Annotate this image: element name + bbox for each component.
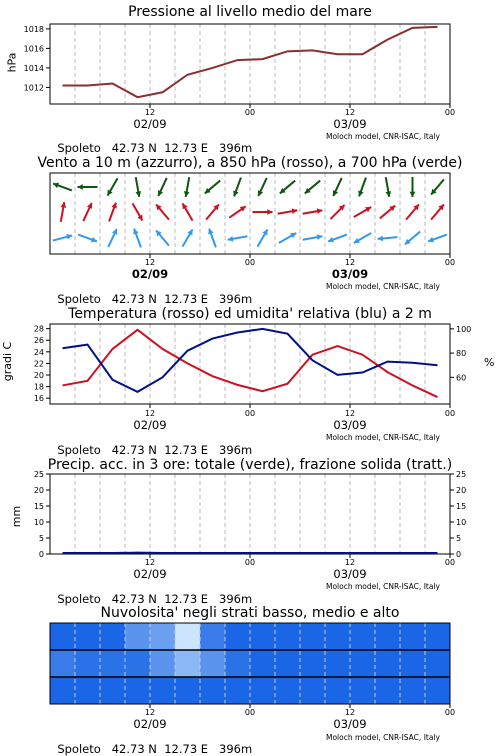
pressure-ytick-label: 1016 [24,44,44,53]
temperature-xdate-label: 02/09 [133,418,166,432]
wind-xtick-label: 12 [345,258,355,267]
precip-xtick-label: 00 [245,558,255,567]
clouds-cell-medio [425,650,451,677]
clouds-cell-basso [350,677,376,704]
precip-location: Spoleto 42.73 N 12.73 E 396m [50,578,252,606]
clouds-cell-alto [250,623,276,650]
clouds-xtick-label: 12 [145,708,155,717]
temperature-xtick-label: 00 [445,409,455,418]
wind-xtick-label: 00 [245,258,255,267]
clouds-cell-alto [125,623,151,650]
temperature-title: Temperatura (rosso) ed umidita' relativa (blu) a 2 m [0,306,500,322]
clouds-cell-alto [275,623,301,650]
wind-xdate-label: 03/09 [332,267,368,281]
precip-xtick-label: 12 [145,558,155,567]
precip-ytick-right-label: 20 [456,486,466,495]
clouds-cell-alto [400,623,426,650]
clouds-cell-medio [250,650,276,677]
pressure-xdate-label: 03/09 [333,117,366,131]
temperature-xtick-label: 12 [145,409,155,418]
clouds-cell-medio [100,650,126,677]
temperature-xtick-label: 12 [345,409,355,418]
clouds-cell-alto [300,623,326,650]
clouds-model: Moloch model, CNR-ISAC, Italy [326,733,440,742]
clouds-cell-basso [75,677,101,704]
precip-xtick-label: 12 [345,558,355,567]
temperature-ytick-label: 16 [34,394,44,403]
clouds-cell-medio [225,650,251,677]
precip-xdate-label: 02/09 [133,567,166,581]
temperature-ytick-label: 28 [34,325,44,334]
clouds-cell-basso [225,677,251,704]
clouds-cell-basso [275,677,301,704]
pressure-xtick-label: 12 [345,108,355,117]
clouds-cell-medio [325,650,351,677]
clouds-cell-alto [100,623,126,650]
wind-xdate-label: 02/09 [132,267,168,281]
clouds-cell-alto [175,623,201,650]
precip-ylabel: mm [10,506,23,527]
clouds-cell-basso [250,677,276,704]
precip-xtick-label: 00 [445,558,455,567]
clouds-cell-medio [350,650,376,677]
wind-model: Moloch model, CNR-ISAC, Italy [326,282,440,291]
pressure-xtick-label: 00 [445,108,455,117]
clouds-cell-alto [375,623,401,650]
clouds-xdate-label: 02/09 [133,717,166,731]
clouds-cell-medio [125,650,151,677]
clouds-cell-medio [200,650,226,677]
clouds-cell-alto [200,623,226,650]
clouds-cell-medio [175,650,201,677]
precip-ytick-label: 10 [34,518,44,527]
temperature-ytick-right-label: 80 [456,349,466,358]
pressure-title: Pressione al livello medio del mare [0,4,500,20]
clouds-cell-basso [375,677,401,704]
pressure-ytick-label: 1014 [24,64,44,73]
temperature-ytick-label: 20 [34,371,44,380]
temperature-ylabel: gradi C [1,342,14,381]
clouds-cell-medio [400,650,426,677]
pressure-ytick-label: 1018 [24,25,44,34]
clouds-cell-basso [100,677,126,704]
clouds-cell-basso [50,677,76,704]
wind-title: Vento a 10 m (azzurro), a 850 hPa (rosso), a 700 hPa (verde) [0,155,500,171]
clouds-cell-alto [350,623,376,650]
clouds-cell-medio [375,650,401,677]
clouds-cell-basso [325,677,351,704]
clouds-cell-medio [75,650,101,677]
clouds-cell-basso [150,677,176,704]
precip-title: Precip. acc. in 3 ore: totale (verde), frazione solida (tratt.) [0,457,500,473]
clouds-location: Spoleto 42.73 N 12.73 E 396m [50,728,252,756]
temperature-ytick-label: 26 [34,336,44,345]
pressure-xtick-label: 00 [245,108,255,117]
precip-ytick-label: 5 [39,534,44,543]
clouds-cell-alto [50,623,76,650]
temperature-location: Spoleto 42.73 N 12.73 E 396m [50,429,252,457]
clouds-cell-medio [300,650,326,677]
pressure-ylabel: hPa [5,53,18,73]
clouds-xtick-label: 00 [245,708,255,717]
pressure-ytick-label: 1012 [24,83,44,92]
pressure-xtick-label: 12 [145,108,155,117]
temperature-ytick-label: 24 [34,348,44,357]
temperature-ytick-label: 22 [34,359,44,368]
clouds-cell-medio [150,650,176,677]
clouds-cell-alto [150,623,176,650]
wind-xtick-label: 12 [145,258,155,267]
temperature-model: Moloch model, CNR-ISAC, Italy [326,433,440,442]
precip-xdate-label: 03/09 [333,567,366,581]
temperature-ytick-right-label: 60 [456,373,466,382]
temperature-ylabel-right: % [484,356,494,369]
clouds-cell-basso [425,677,451,704]
clouds-cell-basso [125,677,151,704]
precip-ytick-right-label: 0 [456,550,461,559]
wind-xtick-label: 00 [445,258,455,267]
clouds-cell-alto [225,623,251,650]
pressure-location: Spoleto 42.73 N 12.73 E 396m [50,127,252,155]
clouds-cell-alto [75,623,101,650]
temperature-xdate-label: 03/09 [333,418,366,432]
precip-ytick-right-label: 10 [456,518,466,527]
precip-ytick-label: 20 [34,486,44,495]
precip-ytick-label: 0 [39,550,44,559]
temperature-ytick-right-label: 100 [456,325,471,334]
clouds-cell-basso [400,677,426,704]
clouds-cell-basso [200,677,226,704]
clouds-cell-basso [175,677,201,704]
pressure-model: Moloch model, CNR-ISAC, Italy [326,132,440,141]
precip-ytick-right-label: 5 [456,534,461,543]
clouds-cell-medio [50,650,76,677]
precip-ytick-label: 25 [34,470,44,479]
clouds-cell-alto [425,623,451,650]
precip-model: Moloch model, CNR-ISAC, Italy [326,582,440,591]
clouds-xtick-label: 12 [345,708,355,717]
precip-ytick-right-label: 25 [456,470,466,479]
clouds-title: Nuvolosita' negli strati basso, medio e alto [0,605,500,621]
clouds-xtick-label: 00 [445,708,455,717]
temperature-ytick-label: 18 [34,383,44,392]
clouds-cell-medio [275,650,301,677]
pressure-xdate-label: 02/09 [133,117,166,131]
precip-ytick-label: 15 [34,502,44,511]
clouds-xdate-label: 03/09 [333,717,366,731]
wind-location: Spoleto 42.73 N 12.73 E 396m [50,278,252,306]
clouds-cell-alto [325,623,351,650]
temperature-xtick-label: 00 [245,409,255,418]
clouds-cell-basso [300,677,326,704]
precip-ytick-right-label: 15 [456,502,466,511]
